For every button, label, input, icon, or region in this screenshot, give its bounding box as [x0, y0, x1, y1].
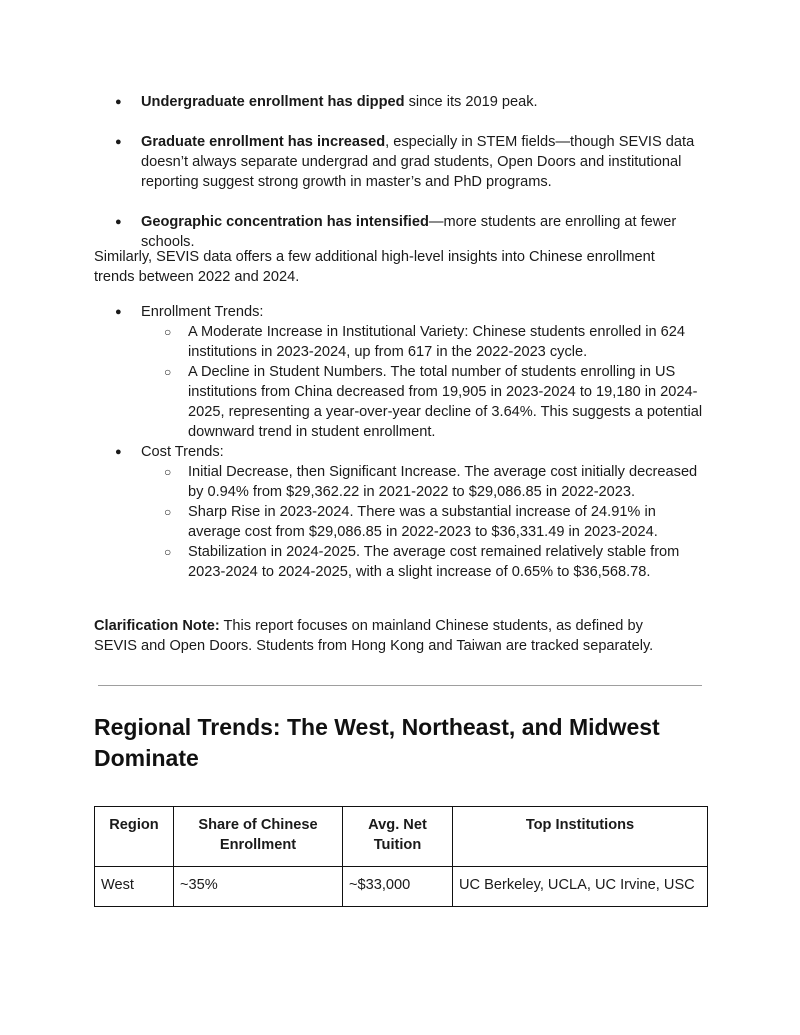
column-header: Region: [95, 807, 174, 867]
section-label: Cost Trends:: [141, 444, 224, 460]
list-item-enrollment-trends: [94, 302, 706, 442]
column-header: Share of Chinese Enrollment: [174, 807, 343, 867]
key-findings-list: [94, 92, 706, 252]
list-item: [94, 132, 706, 192]
column-header: Top Institutions: [453, 807, 708, 867]
section-heading: Regional Trends: The West, Northeast, and Midwest Dominate: [94, 714, 660, 771]
table-cell-institutions: UC Berkeley, UCLA, UC Irvine, USC: [453, 867, 708, 907]
list-item: [94, 92, 706, 112]
regional-trends-table: [94, 806, 708, 907]
sub-list-item: ○ A Decline in Student Numbers. The total number of students enrolling in US institutions from China decreased from 19,905 in 2023-2024 to 19,180 in 2024-2025, representing a year-over-year decline of 3.64%. This suggests a potential downward trend in student enrollment.: [141, 362, 706, 442]
table-cell-region: West: [95, 867, 174, 907]
sub-list-item: ○ Initial Decrease, then Significant Increase. The average cost initially decreased by 0.94% from $29,362.22 in 2021-2022 to $29,086.85 in 2022-2023.: [141, 462, 706, 502]
sub-list-item: ○ Sharp Rise in 2023-2024. There was a substantial increase of 24.91% in average cost from $29,086.85 in 2022-2023 to $36,331.49 in 2023-2024.: [141, 502, 706, 542]
list-item: [94, 212, 706, 252]
enrollment-trends-sublist: [141, 322, 706, 442]
table-row: [95, 867, 708, 907]
section-label: Enrollment Trends:: [141, 304, 264, 320]
bold-lead: Undergraduate enrollment has dipped: [141, 94, 405, 110]
table-cell-share: ~35%: [174, 867, 343, 907]
bold-lead: Geographic concentration has intensified: [141, 214, 429, 230]
note-label: Clarification Note:: [94, 618, 220, 634]
sub-list-item: ○ Stabilization in 2024-2025. The average cost remained relatively stable from 2023-2024 to 2024-2025, with a slight increase of 0.65% to $36,568.78.: [141, 542, 706, 582]
section-divider: [98, 685, 702, 686]
column-header: Avg. Net Tuition: [343, 807, 453, 867]
intro-paragraph: Similarly, SEVIS data offers a few additional high-level insights into Chinese enrollment trends between 2022 and 2024.: [94, 249, 655, 285]
list-item-cost-trends: [94, 442, 706, 582]
table-header-row: [95, 807, 708, 867]
note-text: This report focuses on mainland Chinese students, as defined by SEVIS and Open Doors. Students from Hong Kong and Taiwan are tracked separately.: [94, 618, 654, 654]
sub-list-item: ○ A Moderate Increase in Institutional Variety: Chinese students enrolled in 624 institutions in 2023-2024, up from 617 in the 2022-2023 cycle.: [141, 322, 706, 362]
item-text: since its 2019 peak.: [404, 94, 538, 110]
bold-lead: Graduate enrollment has increased: [141, 134, 386, 150]
item-text: —more students are enrolling at fewer schools.: [141, 214, 677, 250]
cost-trends-sublist: [141, 462, 706, 582]
item-text: , especially in STEM fields—though SEVIS data doesn’t always separate undergrad and grad students, Open Doors and institutional reporting suggest strong growth in master’s and PhD programs.: [141, 134, 695, 190]
trends-list: [94, 302, 706, 582]
clarification-note: [94, 616, 664, 656]
table-cell-tuition: ~$33,000: [343, 867, 453, 907]
